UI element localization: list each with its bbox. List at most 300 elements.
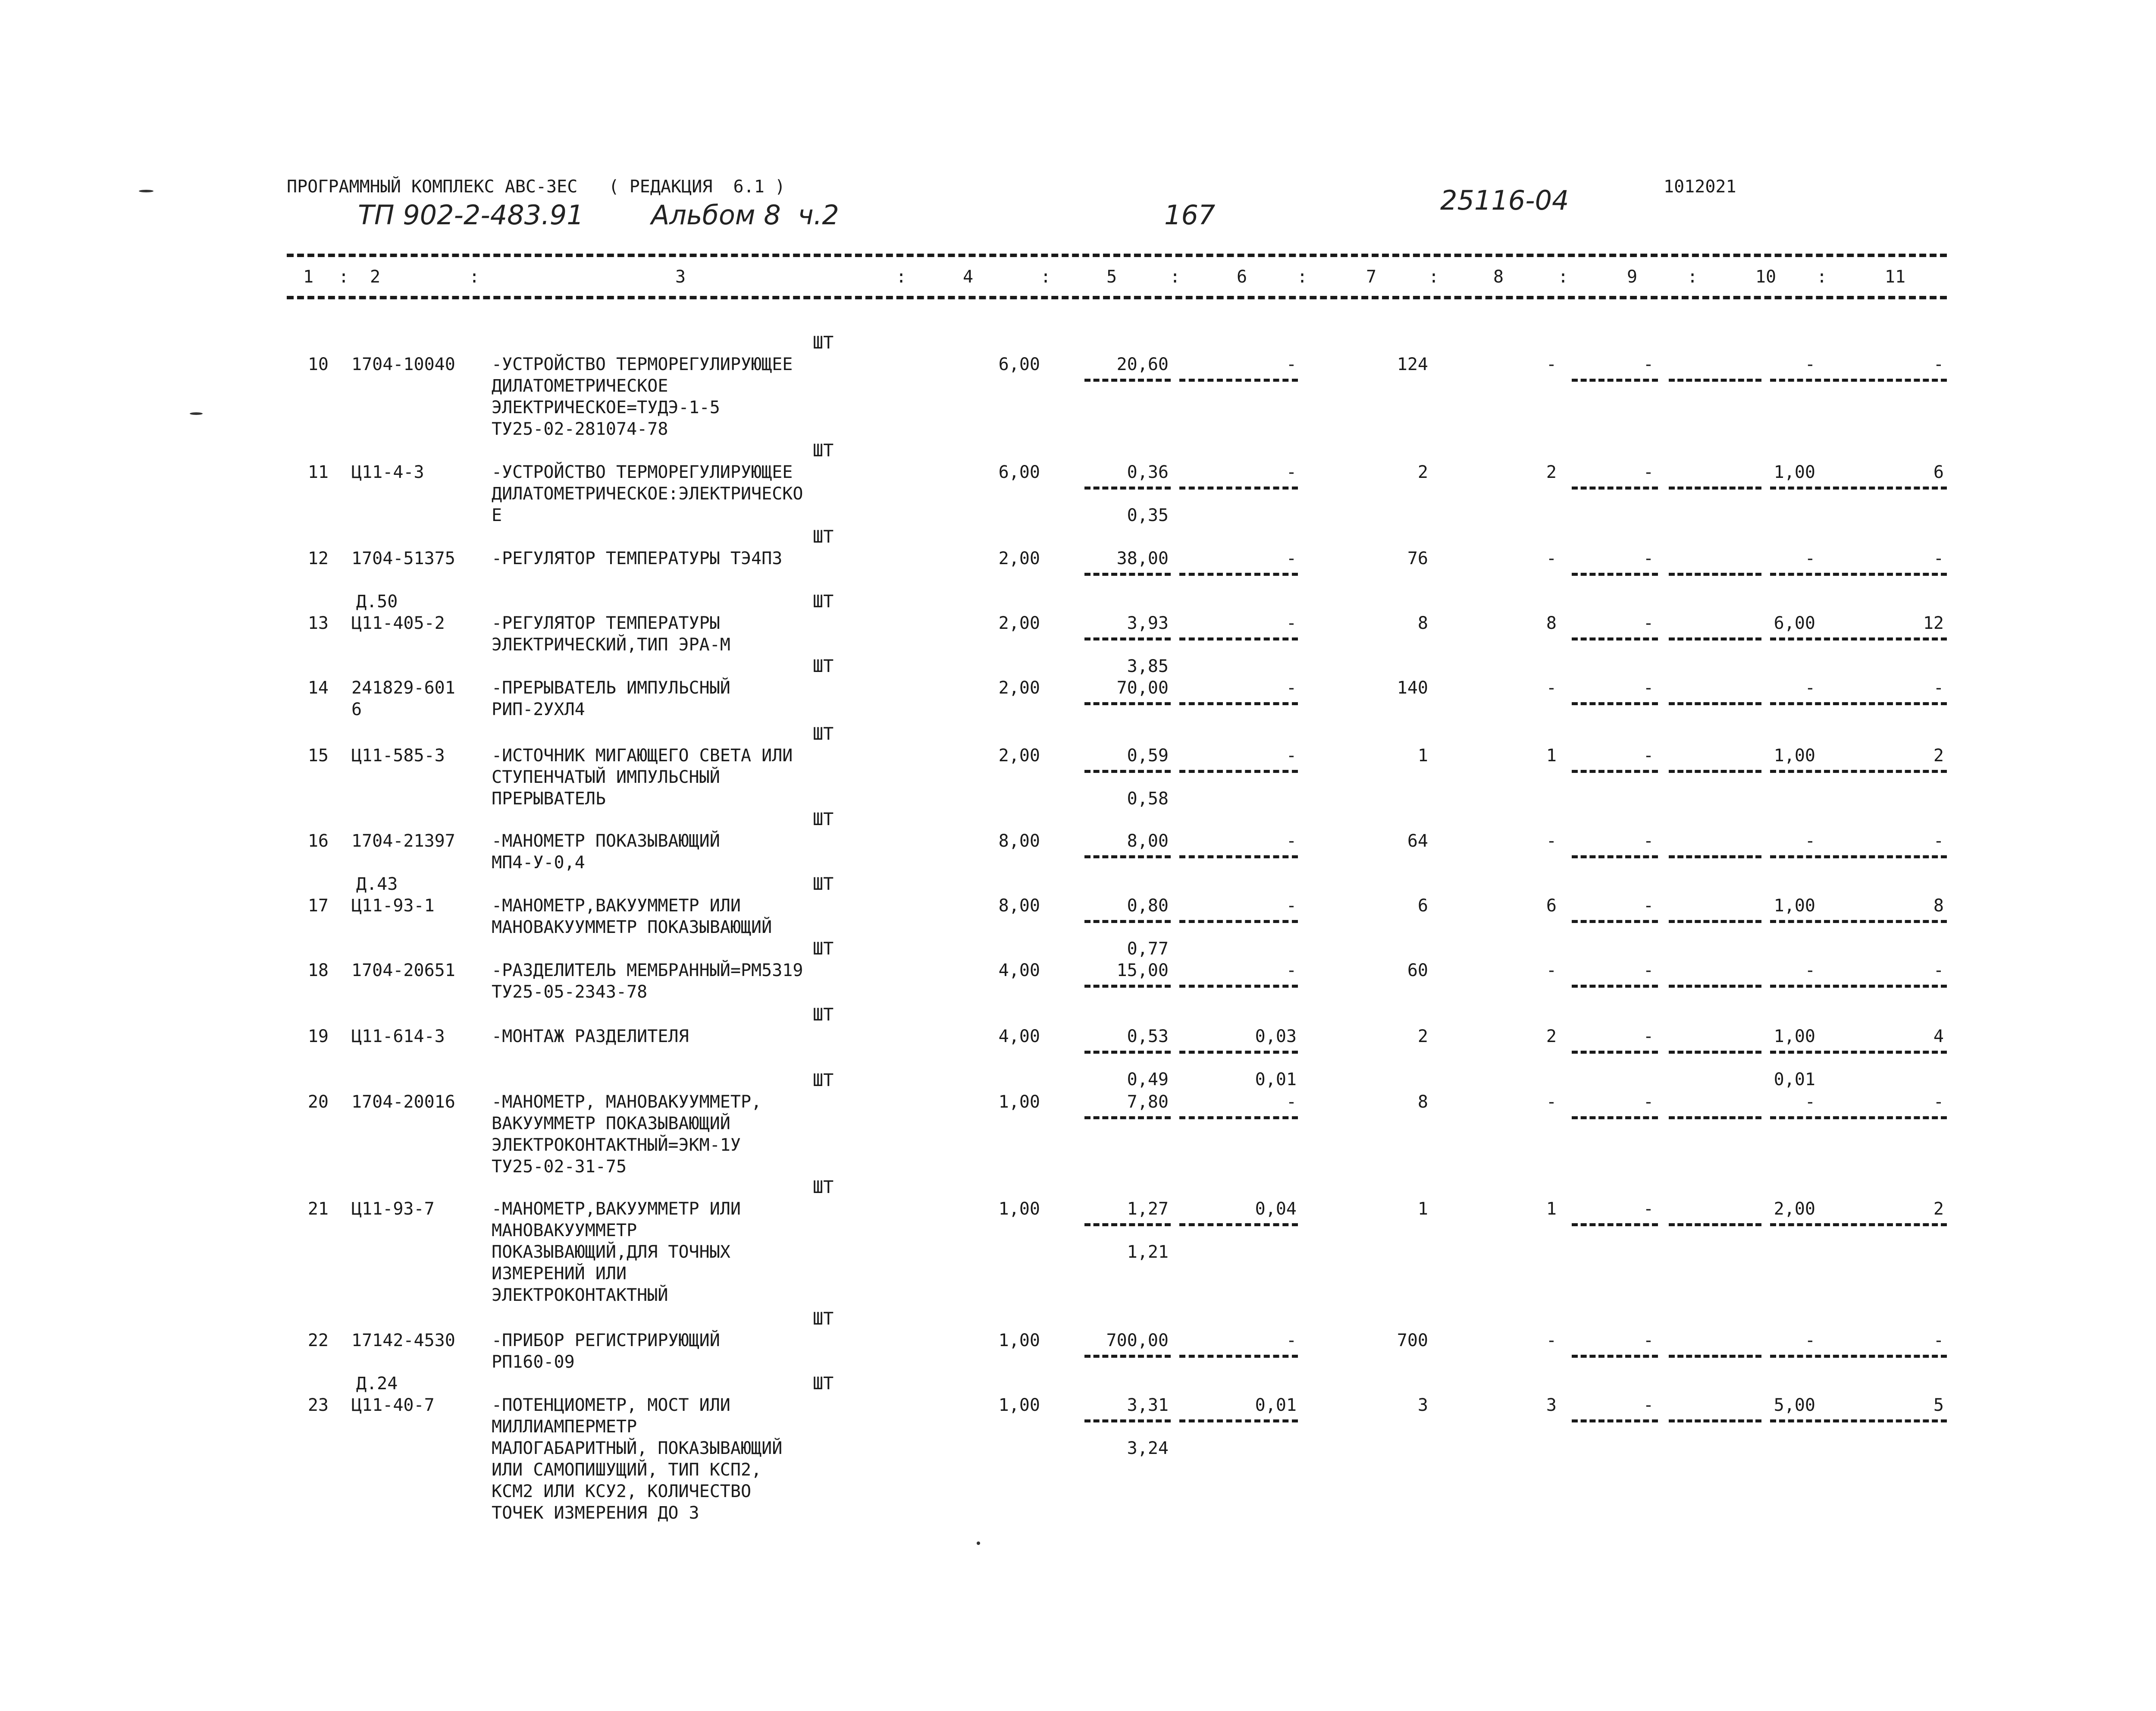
column-separator: :	[1169, 267, 1181, 287]
cell-divider	[1572, 1116, 1658, 1119]
item-description: МАЛОГАБАРИТНЫЙ, ПОКАЗЫВАЮЩИЙ	[492, 1438, 783, 1458]
col6-value: -	[1286, 462, 1297, 482]
item-description: -ПОТЕНЦИОМЕТР, МОСТ ИЛИ	[492, 1395, 730, 1415]
cell-divider	[1084, 985, 1171, 988]
item-code: 1704-51375	[351, 549, 455, 568]
col10-value: -	[1805, 355, 1815, 374]
col8-value: 1	[1546, 1199, 1557, 1219]
handwritten-project: ТП 902-2-483.91	[358, 199, 584, 231]
cell-divider	[1572, 1355, 1658, 1358]
col10-secondary: 0,01	[1774, 1070, 1815, 1089]
col5-value: 7,80	[1127, 1092, 1169, 1112]
col11-value: -	[1933, 831, 1944, 851]
col5-value: 3,31	[1127, 1395, 1169, 1415]
col11-value: 2	[1933, 746, 1944, 766]
item-description: -ПРЕРЫВАТЕЛЬ ИМПУЛЬСНЫЙ	[492, 678, 730, 698]
col7-value: 60	[1407, 961, 1428, 980]
col7-value: 6	[1417, 896, 1428, 916]
cell-divider	[1669, 1223, 1761, 1226]
quantity: 6,00	[998, 355, 1040, 374]
cell-divider	[1084, 1223, 1171, 1226]
quantity: 2,00	[998, 746, 1040, 766]
item-description: -РАЗДЕЛИТЕЛЬ МЕМБРАННЫЙ=РМ5319	[492, 961, 803, 980]
cell-divider	[1572, 985, 1658, 988]
cell-divider	[1179, 985, 1298, 988]
col5-value: 0,36	[1127, 462, 1169, 482]
col9-value: -	[1643, 678, 1654, 698]
cell-divider	[1084, 573, 1171, 576]
col7-value: 8	[1417, 1092, 1428, 1112]
cell-divider	[1669, 1419, 1761, 1422]
item-description: ЭЛЕКТРИЧЕСКИЙ,ТИП ЭРА-М	[492, 635, 730, 655]
cell-divider	[1669, 1051, 1761, 1054]
column-separator: :	[469, 267, 480, 287]
col7-value: 2	[1417, 462, 1428, 482]
cell-divider	[1669, 770, 1761, 773]
col7-value: 124	[1397, 355, 1428, 374]
item-code: Ц11-40-7	[351, 1395, 435, 1415]
column-separator: :	[1040, 267, 1051, 287]
cell-divider	[1179, 573, 1298, 576]
quantity: 2,00	[998, 613, 1040, 633]
cell-divider	[1669, 985, 1761, 988]
col6-value: 0,04	[1255, 1199, 1297, 1219]
unit-label: ШТ	[813, 810, 834, 829]
col11-value: 8	[1933, 896, 1944, 916]
cell-divider	[1669, 487, 1761, 490]
cell-divider	[1179, 770, 1298, 773]
cell-divider	[1179, 1051, 1298, 1054]
cell-divider	[1770, 702, 1947, 705]
cell-divider	[1770, 573, 1947, 576]
row-number: 21	[307, 1199, 329, 1219]
quantity: 2,00	[998, 678, 1040, 698]
col5-value: 0,80	[1127, 896, 1169, 916]
col5-value: 15,00	[1116, 961, 1169, 980]
col8-value: -	[1546, 678, 1557, 698]
item-description: РИП-2УХЛ4	[492, 700, 585, 719]
col6-value: -	[1286, 746, 1297, 766]
col11-value: 4	[1933, 1027, 1944, 1046]
quantity: 1,00	[998, 1199, 1040, 1219]
unit-label: ШТ	[813, 656, 834, 676]
col8-value: 2	[1546, 462, 1557, 482]
cell-divider	[1669, 702, 1761, 705]
col8-value: 1	[1546, 746, 1557, 766]
cell-divider	[1669, 379, 1761, 382]
cell-divider	[1770, 487, 1947, 490]
item-description: -МОНТАЖ РАЗДЕЛИТЕЛЯ	[492, 1027, 689, 1046]
cell-divider	[1572, 855, 1658, 858]
cell-divider	[1770, 637, 1947, 640]
col6-value: -	[1286, 678, 1297, 698]
unit-label: ШТ	[813, 592, 834, 612]
cell-divider	[1084, 487, 1171, 490]
col8-value: -	[1546, 355, 1557, 374]
item-description: КСМ2 ИЛИ КСУ2, КОЛИЧЕСТВО	[492, 1482, 752, 1501]
col5-value: 70,00	[1116, 678, 1169, 698]
cell-divider	[1572, 487, 1658, 490]
cell-divider	[1770, 770, 1947, 773]
col5-secondary: 0,35	[1127, 505, 1169, 525]
item-description: ПОКАЗЫВАЮЩИЙ,ДЛЯ ТОЧНЫХ	[492, 1242, 730, 1262]
col7-value: 1	[1417, 746, 1428, 766]
col6-value: 0,01	[1255, 1395, 1297, 1415]
item-description: -ИСТОЧНИК МИГАЮЩЕГО СВЕТА ИЛИ	[492, 746, 793, 766]
cell-divider	[1179, 487, 1298, 490]
row-number: 22	[307, 1331, 329, 1350]
col6-value: -	[1286, 1092, 1297, 1112]
item-code: Ц11-614-3	[351, 1027, 445, 1046]
col10-value: 1,00	[1774, 896, 1815, 916]
column-header-7: 7	[1366, 267, 1377, 287]
item-description: ДИЛАТОМЕТРИЧЕСКОЕ	[492, 376, 668, 396]
cell-divider	[1084, 637, 1171, 640]
col7-value: 1	[1417, 1199, 1428, 1219]
cell-divider	[1084, 855, 1171, 858]
cell-divider	[1084, 920, 1171, 923]
cell-divider	[1084, 1116, 1171, 1119]
col5-secondary: 3,85	[1127, 656, 1169, 676]
cell-divider	[1179, 1223, 1298, 1226]
column-header-3: 3	[675, 267, 686, 287]
row-number: 14	[307, 678, 329, 698]
item-description: ЭЛЕКТРОКОНТАКТНЫЙ=ЭКМ-1У	[492, 1135, 741, 1155]
column-separator: :	[1816, 267, 1827, 287]
item-description: СТУПЕНЧАТЫЙ ИМПУЛЬСНЫЙ	[492, 767, 720, 787]
col10-value: 1,00	[1774, 1027, 1815, 1046]
item-code: Ц11-585-3	[351, 746, 445, 766]
item-description: -УСТРОЙСТВО ТЕРМОРЕГУЛИРУЮЩЕЕ	[492, 462, 793, 482]
cell-divider	[1770, 855, 1947, 858]
col7-value: 140	[1397, 678, 1428, 698]
item-description: МАНОВАКУУММЕТР	[492, 1221, 637, 1240]
item-description: МИЛЛИАМПЕРМЕТР	[492, 1417, 637, 1437]
col9-value: -	[1643, 1331, 1654, 1350]
cell-divider	[1669, 637, 1761, 640]
row-number: 11	[307, 462, 329, 482]
unit-label: ШТ	[813, 441, 834, 461]
item-description: -МАНОМЕТР ПОКАЗЫВАЮЩИЙ	[492, 831, 720, 851]
quantity: 4,00	[998, 1027, 1040, 1046]
unit-label: ШТ	[813, 939, 834, 959]
cell-divider	[1084, 702, 1171, 705]
cell-divider	[1572, 573, 1658, 576]
cell-divider	[1572, 770, 1658, 773]
col6-secondary: 0,01	[1255, 1070, 1297, 1089]
row-number: 23	[307, 1395, 329, 1415]
item-description: -МАНОМЕТР, МАНОВАКУУММЕТР,	[492, 1092, 762, 1112]
column-header-5: 5	[1106, 267, 1117, 287]
item-description: -ПРИБОР РЕГИСТРИРУЮЩИЙ	[492, 1331, 720, 1350]
col10-value: -	[1805, 1092, 1815, 1112]
item-description: МАНОВАКУУММЕТР ПОКАЗЫВАЮЩИЙ	[492, 917, 772, 937]
item-description: -УСТРОЙСТВО ТЕРМОРЕГУЛИРУЮЩЕЕ	[492, 355, 793, 374]
cell-divider	[1770, 1355, 1947, 1358]
item-code: Ц11-4-3	[351, 462, 424, 482]
col7-value: 64	[1407, 831, 1428, 851]
item-code: 1704-20016	[351, 1092, 455, 1112]
col8-value: -	[1546, 831, 1557, 851]
item-code: Ц11-93-1	[351, 896, 435, 916]
cell-divider	[1572, 920, 1658, 923]
cell-divider	[1770, 1051, 1947, 1054]
cell-divider	[1179, 379, 1298, 382]
col10-value: 1,00	[1774, 746, 1815, 766]
item-description: ПРЕРЫВАТЕЛЬ	[492, 789, 606, 809]
col9-value: -	[1643, 961, 1654, 980]
unit-label: ШТ	[813, 1005, 834, 1025]
cell-divider	[1179, 855, 1298, 858]
col5-value: 1,27	[1127, 1199, 1169, 1219]
col8-value: 6	[1546, 896, 1557, 916]
cell-divider	[1179, 637, 1298, 640]
col8-value: -	[1546, 961, 1557, 980]
col10-value: 5,00	[1774, 1395, 1815, 1415]
unit-label: ШТ	[813, 874, 834, 894]
cell-divider	[1179, 1116, 1298, 1119]
col5-value: 0,53	[1127, 1027, 1169, 1046]
row-number: 19	[307, 1027, 329, 1046]
cell-divider	[1669, 920, 1761, 923]
header-rule-top	[287, 254, 1947, 257]
item-description: ЭЛЕКТРИЧЕСКОЕ=ТУДЭ-1-5	[492, 398, 720, 418]
item-description: -МАНОМЕТР,ВАКУУММЕТР ИЛИ	[492, 896, 741, 916]
col8-value: -	[1546, 549, 1557, 568]
col5-value: 3,93	[1127, 613, 1169, 633]
handwritten-document-number: 25116-04	[1440, 185, 1569, 216]
cell-divider	[1572, 1223, 1658, 1226]
cell-divider	[1770, 379, 1947, 382]
col7-value: 3	[1417, 1395, 1428, 1415]
row-number: 17	[307, 896, 329, 916]
col10-value: 6,00	[1774, 613, 1815, 633]
col5-secondary: 0,49	[1127, 1070, 1169, 1089]
col5-value: 0,59	[1127, 746, 1169, 766]
item-code: 241829-601	[351, 678, 455, 698]
item-description: ТУ25-02-31-75	[492, 1157, 627, 1177]
scan-speck	[139, 190, 154, 192]
cell-divider	[1572, 379, 1658, 382]
col9-value: -	[1643, 462, 1654, 482]
cell-divider	[1669, 1116, 1761, 1119]
column-header-1: 1	[303, 267, 314, 287]
cell-divider	[1572, 637, 1658, 640]
col10-value: -	[1805, 831, 1815, 851]
item-description: Е	[492, 505, 502, 525]
col8-value: -	[1546, 1331, 1557, 1350]
col7-value: 8	[1417, 613, 1428, 633]
item-description: ТУ25-05-2343-78	[492, 982, 648, 1002]
cell-divider	[1770, 1419, 1947, 1422]
unit-label: ШТ	[813, 1177, 834, 1197]
item-description: РП160-09	[492, 1352, 575, 1372]
item-description: -МАНОМЕТР,ВАКУУММЕТР ИЛИ	[492, 1199, 741, 1219]
scan-speck	[977, 1541, 980, 1545]
column-header-8: 8	[1493, 267, 1504, 287]
scan-speck	[190, 412, 203, 415]
cell-divider	[1770, 1116, 1947, 1119]
quantity: 8,00	[998, 896, 1040, 916]
cell-divider	[1669, 1355, 1761, 1358]
quantity: 2,00	[998, 549, 1040, 568]
cell-divider	[1669, 855, 1761, 858]
unit-label: ШТ	[813, 724, 834, 744]
item-description: -РЕГУЛЯТОР ТЕМПЕРАТУРЫ ТЭ4П3	[492, 549, 783, 568]
item-description: ВАКУУММЕТР ПОКАЗЫВАЮЩИЙ	[492, 1114, 730, 1133]
cell-divider	[1084, 1355, 1171, 1358]
cell-divider	[1572, 1419, 1658, 1422]
column-header-2: 2	[370, 267, 381, 287]
col7-value: 76	[1407, 549, 1428, 568]
quantity: 6,00	[998, 462, 1040, 482]
col5-secondary: 1,21	[1127, 1242, 1169, 1262]
unit-label: ШТ	[813, 1374, 834, 1394]
quantity: 1,00	[998, 1395, 1040, 1415]
row-number: 15	[307, 746, 329, 766]
col6-value: -	[1286, 355, 1297, 374]
col6-value: -	[1286, 896, 1297, 916]
col10-value: -	[1805, 961, 1815, 980]
row-number: 16	[307, 831, 329, 851]
column-separator: :	[1297, 267, 1308, 287]
cell-divider	[1179, 702, 1298, 705]
item-code: 17142-4530	[351, 1331, 455, 1350]
column-separator: :	[1428, 267, 1439, 287]
quantity: 1,00	[998, 1092, 1040, 1112]
cell-divider	[1572, 702, 1658, 705]
column-header-4: 4	[962, 267, 974, 287]
col5-secondary: 0,77	[1127, 939, 1169, 959]
column-header-9: 9	[1626, 267, 1638, 287]
column-separator: :	[338, 267, 349, 287]
col8-value: 2	[1546, 1027, 1557, 1046]
item-description: ИЛИ САМОПИШУЩИЙ, ТИП КСП2,	[492, 1460, 762, 1480]
col9-value: -	[1643, 831, 1654, 851]
col9-value: -	[1643, 355, 1654, 374]
col11-value: 12	[1923, 613, 1944, 633]
col11-value: 2	[1933, 1199, 1944, 1219]
col11-value: 5	[1933, 1395, 1944, 1415]
col6-value: -	[1286, 549, 1297, 568]
row-number: 13	[307, 613, 329, 633]
quantity: 1,00	[998, 1331, 1040, 1350]
col11-value: 6	[1933, 462, 1944, 482]
col9-value: -	[1643, 746, 1654, 766]
item-description: ИЗМЕРЕНИЙ ИЛИ	[492, 1264, 627, 1284]
col7-value: 2	[1417, 1027, 1428, 1046]
unit-label: ШТ	[813, 527, 834, 547]
handwritten-page-number: 167	[1164, 199, 1216, 231]
col6-value: -	[1286, 1331, 1297, 1350]
column-header-10: 10	[1755, 267, 1777, 287]
cell-divider	[1084, 379, 1171, 382]
quantity: 8,00	[998, 831, 1040, 851]
cell-divider	[1669, 573, 1761, 576]
col5-secondary: 0,58	[1127, 789, 1169, 809]
col11-value: -	[1933, 549, 1944, 568]
col5-value: 700,00	[1106, 1331, 1169, 1350]
col9-value: -	[1643, 1027, 1654, 1046]
col11-value: -	[1933, 961, 1944, 980]
col9-value: -	[1643, 613, 1654, 633]
col11-value: -	[1933, 1331, 1944, 1350]
cell-divider	[1179, 920, 1298, 923]
handwritten-album: Альбом 8 ч.2	[651, 199, 839, 231]
cell-divider	[1770, 985, 1947, 988]
col5-value: 20,60	[1116, 355, 1169, 374]
col5-secondary: 3,24	[1127, 1438, 1169, 1458]
column-separator: :	[1687, 267, 1698, 287]
cell-divider	[1084, 1051, 1171, 1054]
item-code-continued: 6	[351, 700, 362, 719]
item-description: -РЕГУЛЯТОР ТЕМПЕРАТУРЫ	[492, 613, 720, 633]
note-label: Д.50	[356, 592, 398, 612]
column-header-11: 11	[1884, 267, 1906, 287]
item-description: ЭЛЕКТРОКОНТАКТНЫЙ	[492, 1285, 668, 1305]
item-description: ДИЛАТОМЕТРИЧЕСКОЕ:ЭЛЕКТРИЧЕСКО	[492, 484, 803, 504]
col9-value: -	[1643, 896, 1654, 916]
col11-value: -	[1933, 1092, 1944, 1112]
cell-divider	[1179, 1355, 1298, 1358]
col7-value: 700	[1397, 1331, 1428, 1350]
cell-divider	[1084, 770, 1171, 773]
row-number: 18	[307, 961, 329, 980]
cell-divider	[1084, 1419, 1171, 1422]
row-number: 20	[307, 1092, 329, 1112]
col9-value: -	[1643, 1199, 1654, 1219]
col6-value: 0,03	[1255, 1027, 1297, 1046]
item-description: ТУ25-02-281074-78	[492, 419, 668, 439]
column-header-6: 6	[1236, 267, 1247, 287]
column-separator: :	[1557, 267, 1569, 287]
column-separator: :	[896, 267, 907, 287]
cell-divider	[1770, 920, 1947, 923]
col5-value: 8,00	[1127, 831, 1169, 851]
unit-label: ШТ	[813, 1309, 834, 1329]
unit-label: ШТ	[813, 1071, 834, 1090]
program-header: ПРОГРАММНЫЙ КОМПЛЕКС АВС-ЗЕС ( РЕДАКЦИЯ 6.1 )	[287, 177, 785, 197]
cell-divider	[1572, 1051, 1658, 1054]
col10-value: 1,00	[1774, 462, 1815, 482]
item-code: Ц11-405-2	[351, 613, 445, 633]
row-number: 12	[307, 549, 329, 568]
col6-value: -	[1286, 961, 1297, 980]
col8-value: 8	[1546, 613, 1557, 633]
col10-value: -	[1805, 678, 1815, 698]
col9-value: -	[1643, 1395, 1654, 1415]
item-code: 1704-20651	[351, 961, 455, 980]
note-label: Д.24	[356, 1374, 398, 1394]
row-number: 10	[307, 355, 329, 374]
col8-value: -	[1546, 1092, 1557, 1112]
col6-value: -	[1286, 831, 1297, 851]
note-label: Д.43	[356, 874, 398, 894]
col10-value: -	[1805, 549, 1815, 568]
item-description: МП4-У-0,4	[492, 853, 585, 873]
col9-value: -	[1643, 549, 1654, 568]
col8-value: 3	[1546, 1395, 1557, 1415]
unit-label: ШТ	[813, 333, 834, 353]
cell-divider	[1179, 1419, 1298, 1422]
cell-divider	[1770, 1223, 1947, 1226]
item-code: Ц11-93-7	[351, 1199, 435, 1219]
header-rule-bottom	[287, 296, 1947, 299]
col6-value: -	[1286, 613, 1297, 633]
item-code: 1704-10040	[351, 355, 455, 374]
col11-value: -	[1933, 678, 1944, 698]
document-code: 1012021	[1664, 177, 1736, 197]
